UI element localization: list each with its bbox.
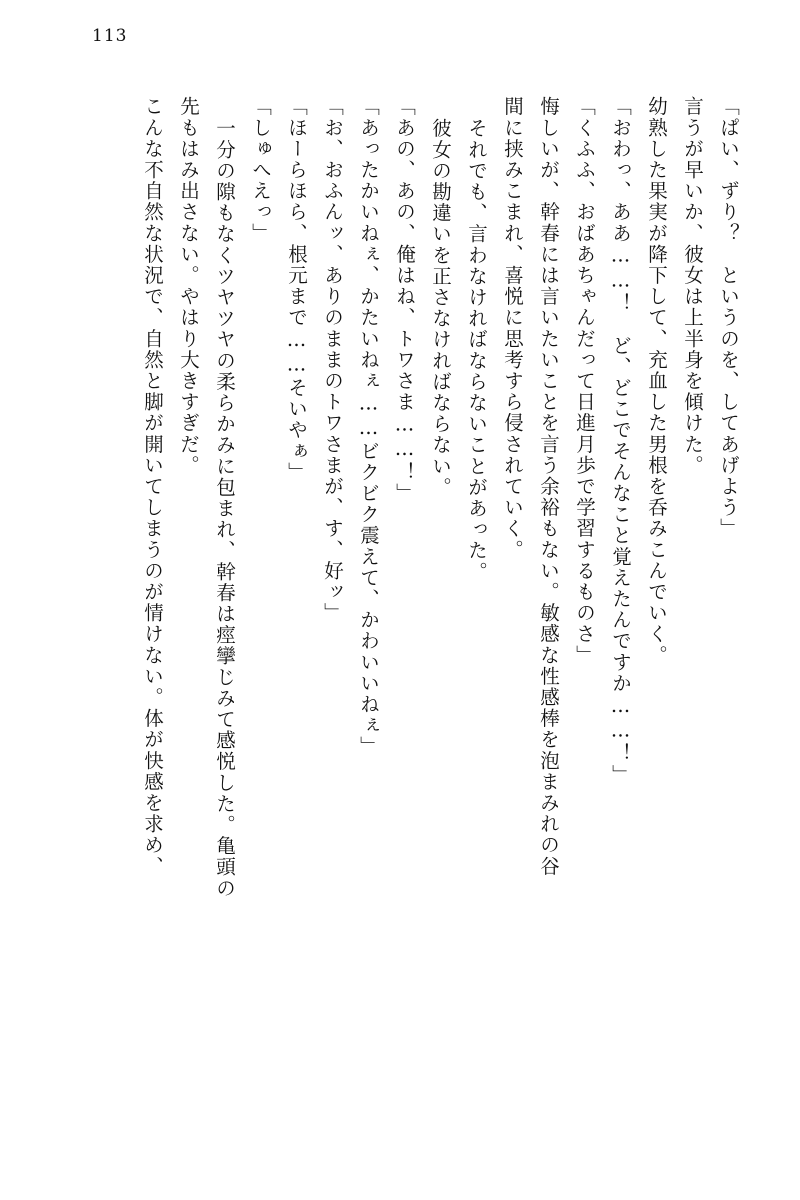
vertical-body-text	[62, 96, 738, 1130]
text-line: 「お、おふんッ、ありのままのトワさまが、す、好ッ」	[321, 96, 344, 624]
text-line: それでも、言わなければならないことがあった。	[465, 118, 488, 583]
text-line: 悔しいが、幹春には言いたいことを言う余裕もない。敏感な性感棒を泡まみれの谷	[537, 96, 560, 877]
text-line: 「ぱい、ずり？ というのを、してあげよう」	[717, 96, 740, 540]
page-number: 113	[92, 26, 128, 46]
text-line: 「くふふ、おばあちゃんだって日進月歩で学習するものさ」	[573, 96, 596, 666]
text-line: 幼熟した果実が降下して、充血した男根を呑みこんでいく。	[645, 96, 668, 666]
text-line: 言うが早いか、彼女は上半身を傾けた。	[681, 96, 704, 476]
text-line: 間に挟みこまれ、喜悦に思考すら侵されていく。	[501, 96, 524, 561]
text-line: 彼女の勘違いを正さなければならない。	[429, 118, 452, 498]
text-line: 「あったかいねぇ、かたいねぇ……ビクビク震えて、かわいいねぇ」	[357, 96, 380, 758]
text-line: 「ほーらほら、根元まで……そいやぁ」	[285, 96, 308, 483]
text-line: 「おわっ、ああ……！ ど、どこでそんなこと覚えたんですか……！」	[609, 96, 632, 786]
text-line: こんな不自然な状況で、自然と脚が開いてしまうのが情けない。体が快感を求め、	[141, 96, 164, 877]
text-line: 「しゅへえっ」	[249, 96, 272, 244]
text-line: 先もはみ出さない。やはり大きすぎだ。	[177, 96, 200, 476]
text-line: 一分の隙もなくツヤツヤの柔らかみに包まれ、幹春は痙攣じみて感悦した。亀頭の	[213, 118, 236, 899]
text-line: 「あの、あの、俺はね、トワさま……！」	[393, 96, 416, 504]
